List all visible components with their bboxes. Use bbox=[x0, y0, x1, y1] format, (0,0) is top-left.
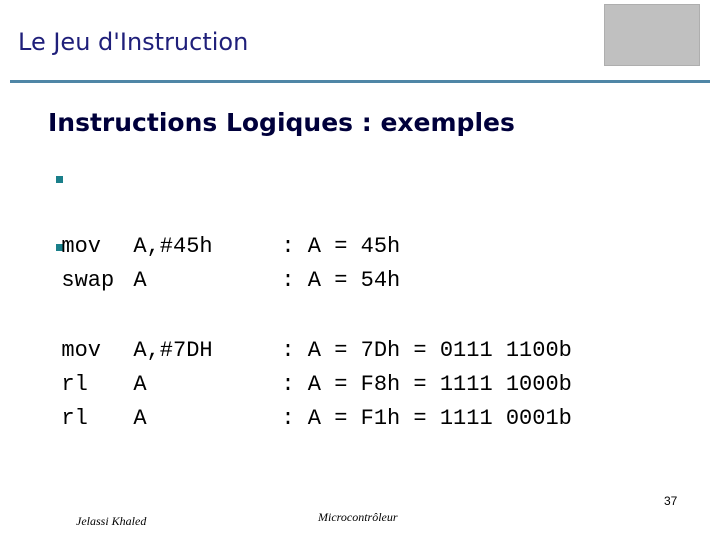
code-comment: : A = 7Dh = 0111 1100b bbox=[281, 338, 572, 363]
code-opcode: mov bbox=[61, 338, 102, 363]
bullet-icon bbox=[56, 176, 63, 183]
code-line bbox=[35, 300, 572, 363]
code-operand: A,#7DH bbox=[133, 338, 213, 363]
code-opcode: mov bbox=[61, 234, 102, 259]
code-comment: : A = F1h = 1111 0001b bbox=[281, 406, 572, 431]
code-operand: A bbox=[133, 372, 147, 397]
code-opcode: rl bbox=[61, 372, 88, 397]
code-line bbox=[35, 196, 401, 259]
code-comment: : A = F8h = 1111 1000b bbox=[281, 372, 572, 397]
code-operand: A bbox=[133, 268, 147, 293]
slide-title: Le Jeu d'Instruction bbox=[18, 28, 249, 56]
footer-author: Jelassi Khaled bbox=[76, 514, 147, 528]
code-opcode: rl bbox=[61, 406, 88, 431]
corner-decoration bbox=[604, 4, 700, 66]
code-operand: A,#45h bbox=[133, 234, 213, 259]
code-line bbox=[35, 368, 572, 431]
code-opcode: swap bbox=[61, 268, 115, 293]
section-subtitle: Instructions Logiques : exemples bbox=[48, 108, 515, 137]
footer-course: Microcontrôleur bbox=[318, 510, 398, 524]
page-number: 37 bbox=[664, 494, 678, 508]
code-line bbox=[35, 334, 572, 397]
code-comment: : A = 54h bbox=[281, 268, 401, 293]
code-operand: A bbox=[133, 406, 147, 431]
code-line bbox=[35, 230, 401, 293]
code-comment: : A = 45h bbox=[281, 234, 401, 259]
title-divider bbox=[10, 80, 710, 83]
